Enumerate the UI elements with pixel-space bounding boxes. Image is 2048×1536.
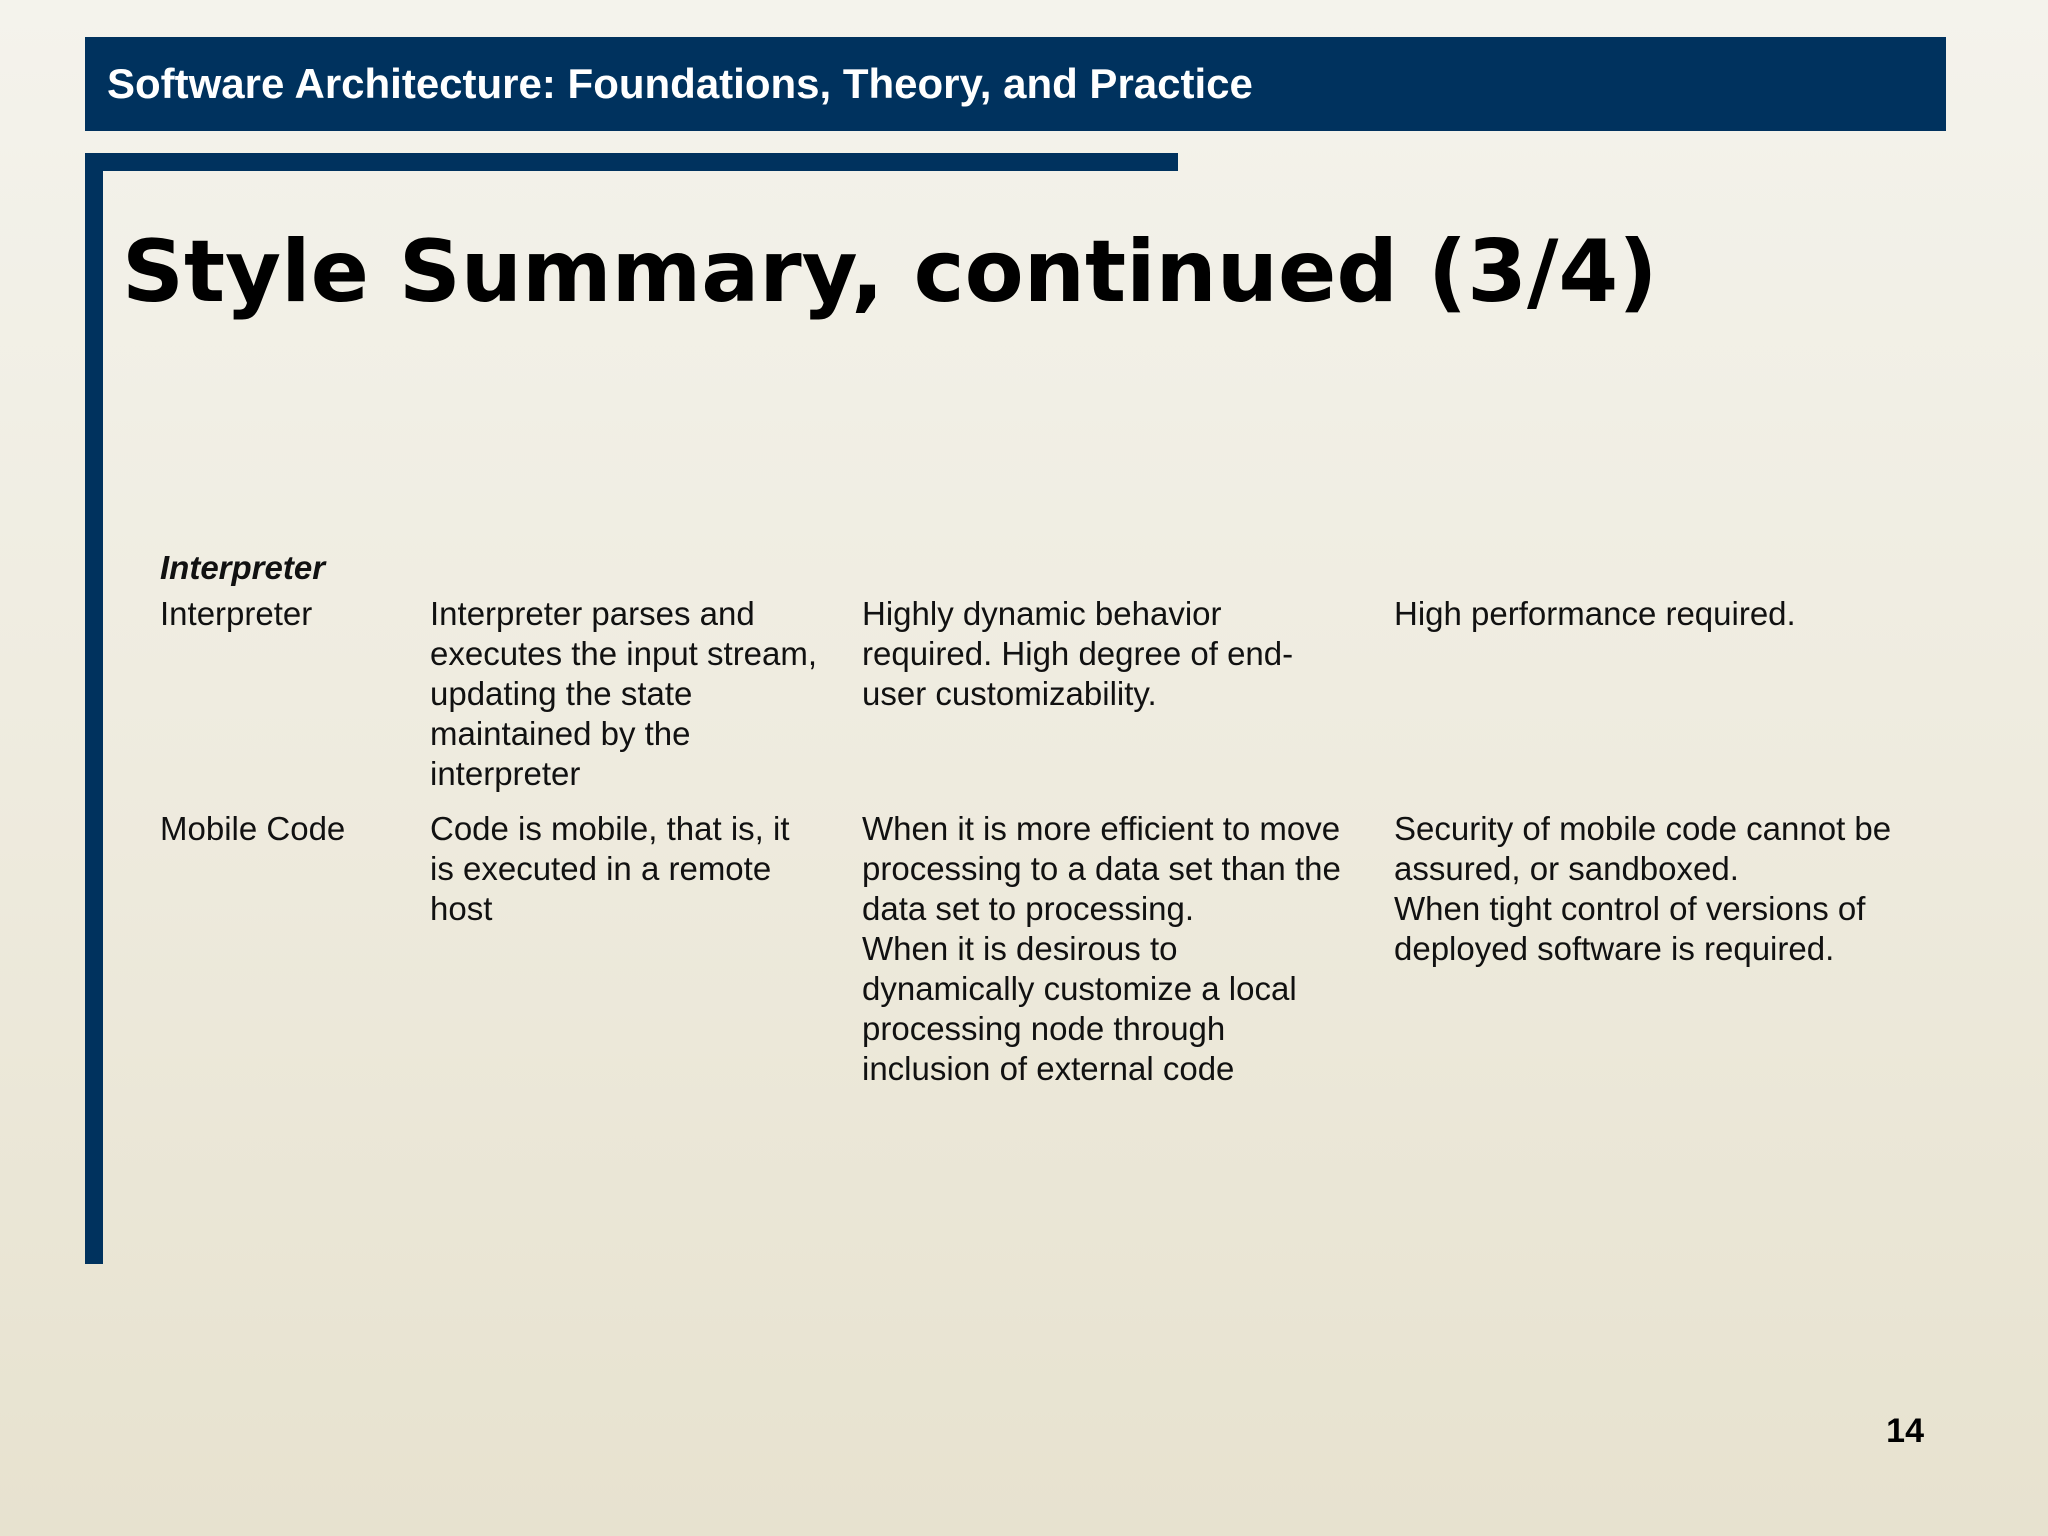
- avoid-when-cell: Security of mobile code cannot be assured, or sandboxed. When tight control of versions of deployed software is required.: [1394, 810, 1892, 967]
- section-heading: Interpreter: [160, 549, 326, 586]
- header-bar: [85, 37, 1946, 131]
- use-when-cell: Highly dynamic behavior required. High degree of end- user customizability.: [862, 595, 1294, 712]
- avoid-when-cell: High performance required.: [1394, 595, 1796, 632]
- description-cell: Code is mobile, that is, it is executed in a remote host: [430, 810, 790, 927]
- slide-title: Style Summary, continued (3/4): [122, 222, 1658, 322]
- header-title: Software Architecture: Foundations, Theory, and Practice: [107, 60, 1253, 107]
- title-frame-top-rule: [85, 153, 1178, 171]
- title-frame-left-rule: [85, 153, 103, 1264]
- page-number: 14: [1886, 1412, 1924, 1450]
- style-name-cell: Interpreter: [160, 595, 313, 632]
- description-cell: Interpreter parses and executes the input stream, updating the state maintained by the interpreter: [430, 595, 818, 792]
- style-name-cell: Mobile Code: [160, 810, 346, 847]
- use-when-cell: When it is more efficient to move processing to a data set than the data set to processing. When it is desirous to dynamically customize a local processing node through inclusion of external code: [862, 810, 1341, 1087]
